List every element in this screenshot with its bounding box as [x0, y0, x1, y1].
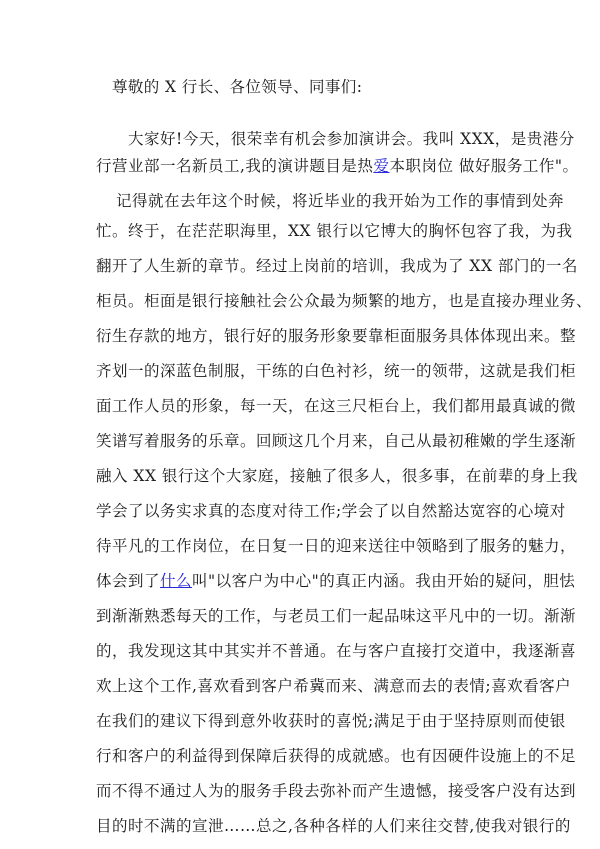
paragraph-line: 行和客户的利益得到保障后获得的成就感。也有因硬件设施上的不足: [96, 747, 577, 765]
paragraph-line: 笑谱写着服务的乐章。回顾这几个月来，自己从最初稚嫩的学生逐渐: [96, 432, 577, 450]
paragraph-line: 在我们的建议下得到意外收获时的喜悦;满足于由于坚持原则而使银: [96, 712, 566, 730]
paragraph-line: 大家好!今天，很荣幸有机会参加演讲会。我叫 XXX，是贵港分: [128, 130, 575, 148]
paragraph-line: 目的时不满的宣泄……总之,各种各样的人们来往交替,使我对银行的: [96, 817, 571, 835]
paragraph-line: 忙。终于，在茫茫职海里，XX 银行以它博大的胸怀包容了我，为我: [96, 222, 573, 240]
paragraph-line: 翻开了人生新的章节。经过上岗前的培训，我成为了 XX 部门的一名: [96, 257, 578, 275]
paragraph-line: 衍生存款的地方，银行好的服务形象要靠柜面服务具体体现出来。整: [96, 327, 577, 345]
paragraph-line: 待平凡的工作岗位，在日复一日的迎来送往中领略到了服务的魅力，: [96, 537, 577, 555]
paragraph-line: 面工作人员的形象，每一天，在这三尺柜台上，我们都用最真诚的微: [96, 397, 577, 415]
paragraph-line: 体会到了什么叫"以客户为中心"的真正内涵。我由开始的疑问，胆怯: [96, 572, 576, 590]
paragraph-line: 欢上这个工作,喜欢看到客户希冀而来、满意而去的表情;喜欢看客户: [96, 677, 572, 695]
paragraph-line: 齐划一的深蓝色制服，干练的白色衬衫，统一的领带，这就是我们柜: [96, 362, 577, 380]
line-text: 行营业部一名新员工,我的演讲题目是热爱本职岗位 做好服务工作"。: [96, 157, 579, 175]
paragraph-line: 到渐渐熟悉每天的工作，与老员工们一起品味这平凡中的一切。渐渐: [96, 607, 577, 625]
paragraph-line: 柜员。柜面是银行接触社会公众最为频繁的地方，也是直接办理业务、: [96, 292, 593, 310]
salutation: 尊敬的 X 行长、各位领导、同事们:: [112, 78, 363, 96]
paragraph-line: 融入 XX 银行这个大家庭，接触了很多人，很多事，在前辈的身上我: [96, 467, 578, 485]
paragraph-line: 学会了以务实求真的态度对待工作;学会了以自然豁达宽容的心境对: [96, 502, 566, 520]
paragraph-line: [96, 155, 579, 177]
paragraph-line: 记得就在去年这个时候，将近毕业的我开始为工作的事情到处奔: [116, 192, 565, 210]
paragraph-line: 而不得不通过人为的服务手段去弥补而产生遗憾，接受客户没有达到: [96, 782, 577, 800]
hyperlink-text[interactable]: 爱: [373, 157, 390, 175]
paragraph-line: 的，我发现这其中其实并不普通。在与客户直接打交道中，我逐渐喜: [96, 642, 577, 660]
hyperlink-text[interactable]: 什么: [160, 572, 193, 590]
